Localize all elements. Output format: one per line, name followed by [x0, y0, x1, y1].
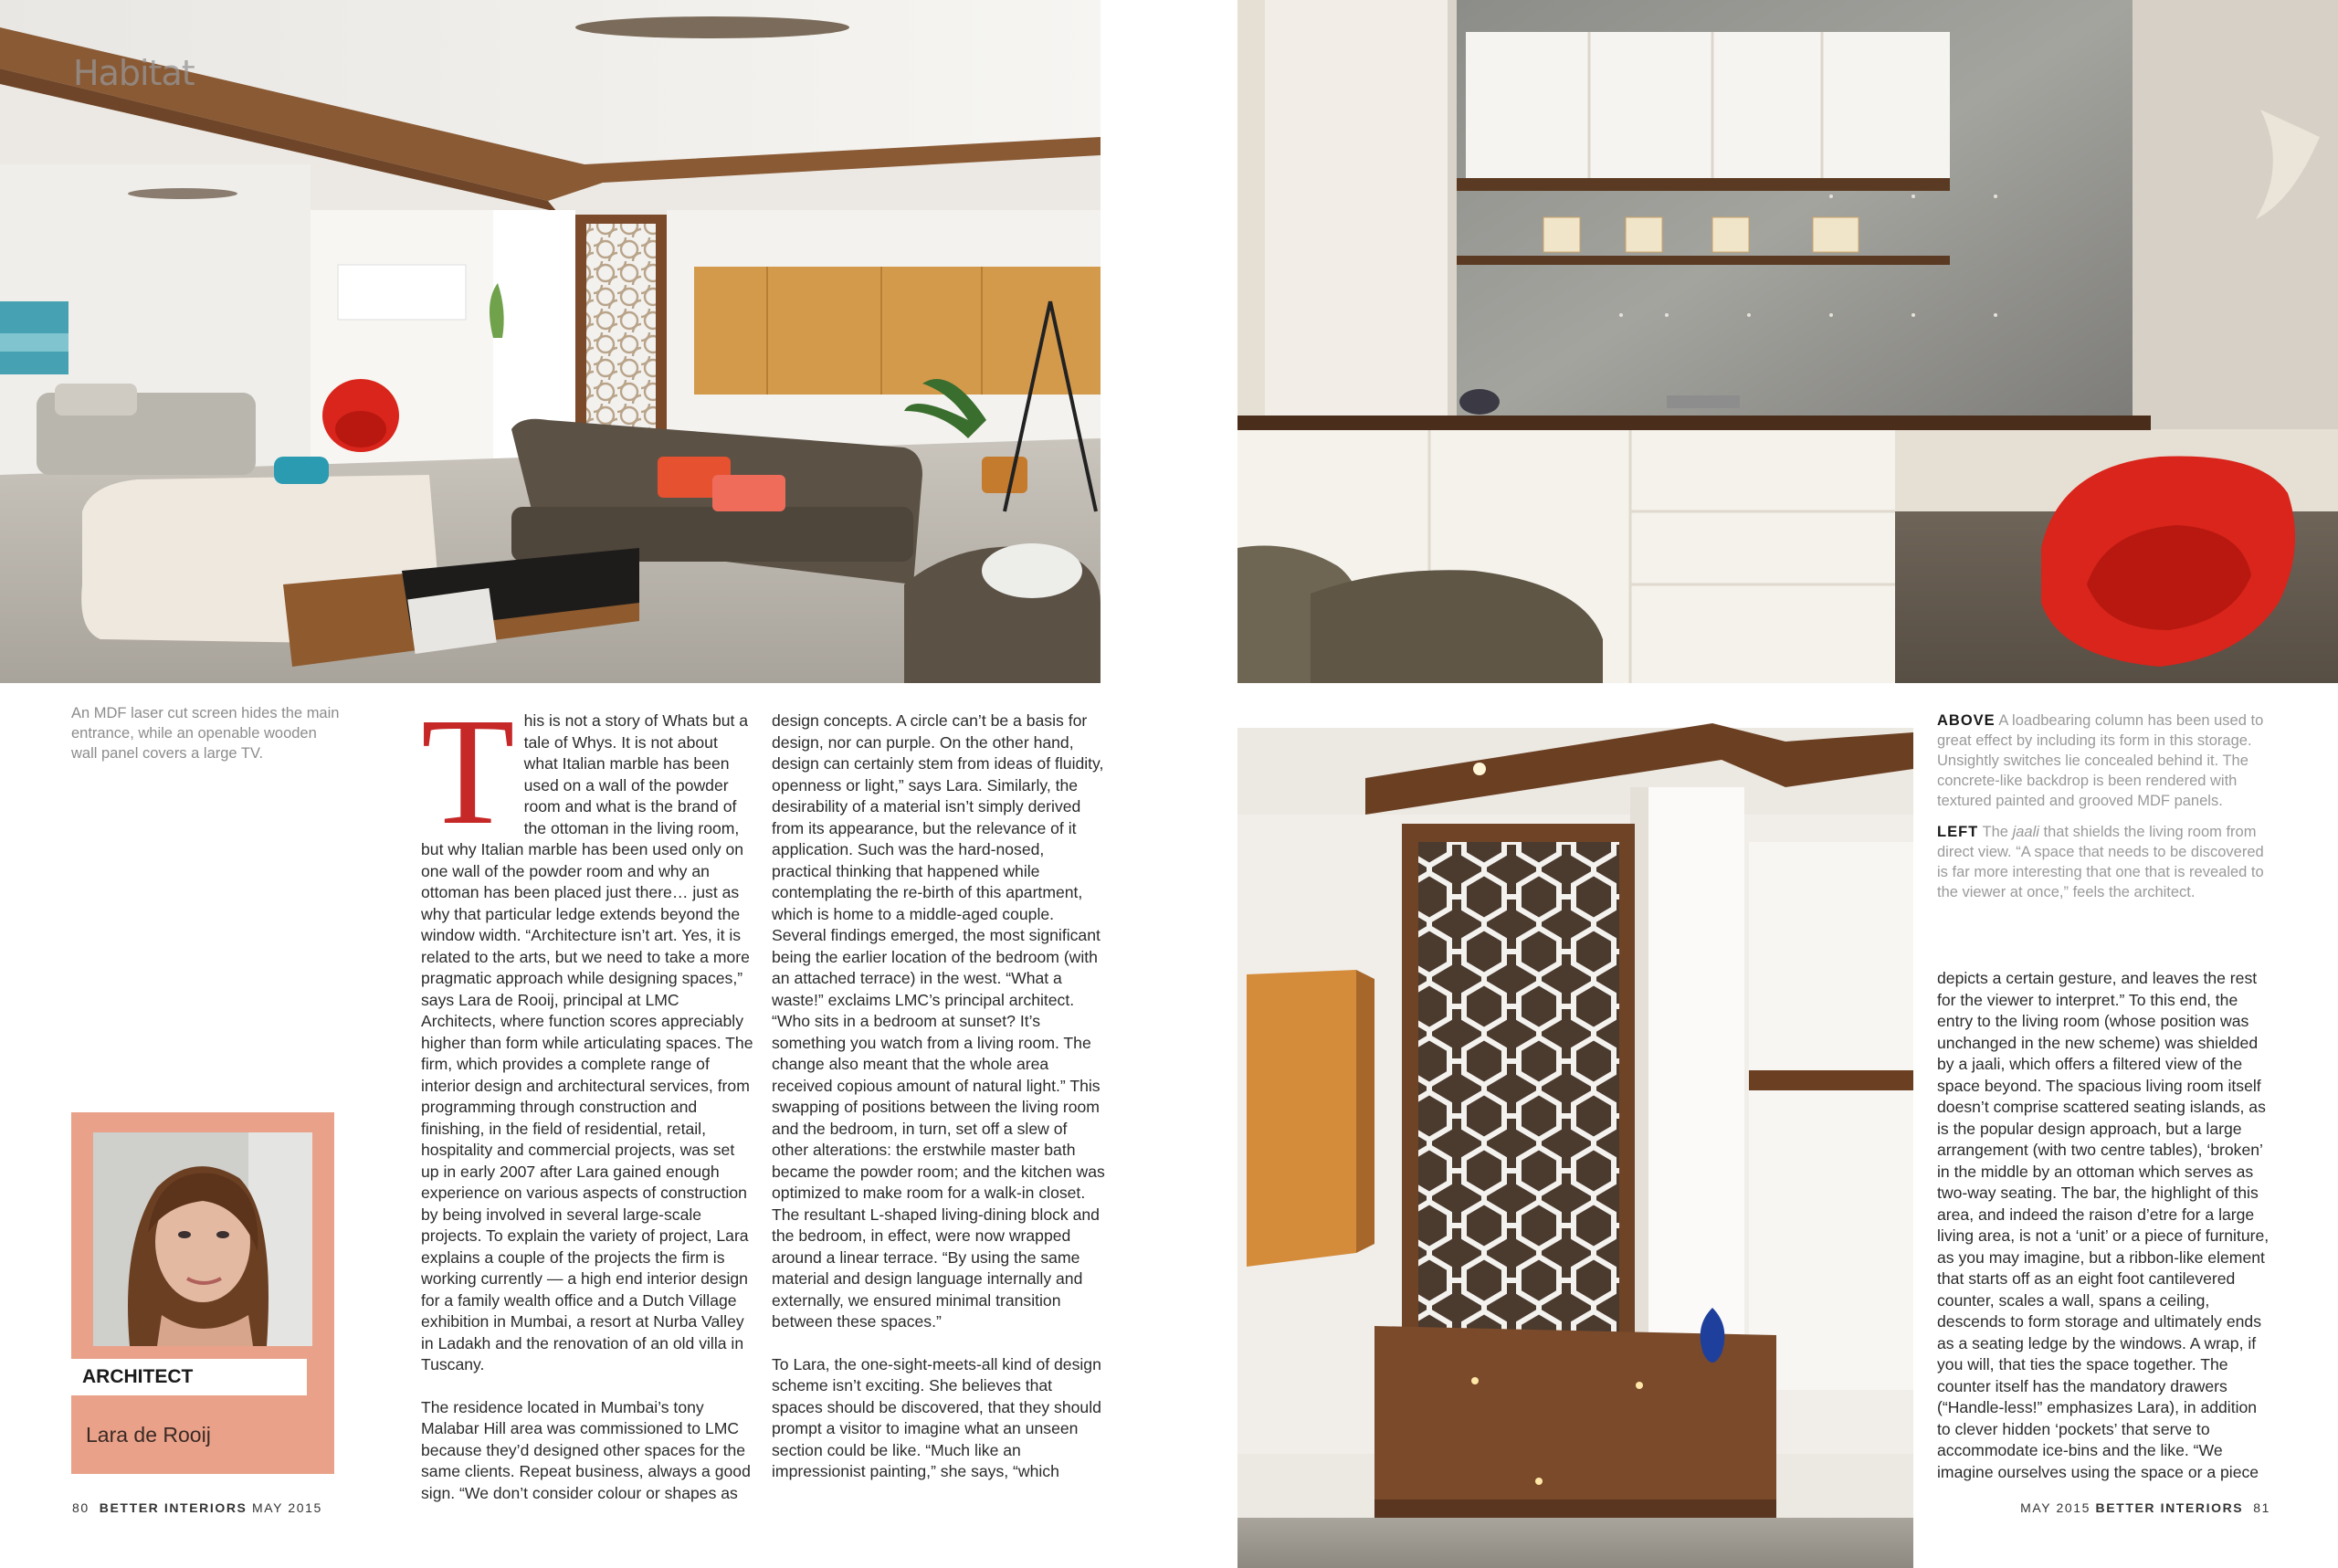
folio-left — [72, 1500, 322, 1515]
article-paragraph: design concepts. A circle can’t be a basis for design, nor can purple. On the other hand, design can certainly stem from ideas of fluidity, openness or light,” says Lara. Similarly, the desirability of a material isn’t simply derived from its appearance, but the relevance of it application. Such was the hard-nosed, practical thinking that happened while contemplating the re-birth of this apartment, which is home to a middle-aged couple. Several findings emerged, the most significant being the earlier location of the bedroom (with an attached terrace) in the west. “What a waste!” exclaims LMC’s principal architect. “Who sits in a bedroom at sunset? It’s something you watch from a living room. The change also meant that the whole area received copious amount of natural light.” This swapping of positions between the living room and the bedroom, in turn, set off a slew of other alterations: the erstwhile master bath became the powder room; and the kitchen was optimized to make room for a walk-in closet. The resultant L-shaped living-dining block and the bedroom, in effect, were now wrapped around a linear terrace. “By using the same material and design language internally and externally, we ensured minimal transition between these spaces.” — [772, 711, 1105, 1331]
article-column-1 — [421, 687, 754, 1504]
photo-caption-left: An MDF laser cut screen hides the main entrance, while an openable wooden wall panel covers a large TV. — [71, 705, 340, 762]
caption-text-left: that shields the living room from direct view. “A space that needs to be discovered is far more interesting that one that is revealed to the viewer at once,” feels the architect. — [1937, 824, 2264, 900]
architect-portrait — [93, 1132, 312, 1346]
issue-right: MAY 2015 — [2020, 1500, 2091, 1515]
architect-label-box — [71, 1359, 307, 1395]
magazine-name-right: BETTER INTERIORS — [2095, 1500, 2244, 1515]
architect-card — [71, 1112, 334, 1474]
article-paragraph: To Lara, the one-sight-meets-all kind of design scheme isn’t exciting. She believes that spaces should be discovered, that they should prompt a visitor to imagine what an unseen section could be like. “Much like an impressionist painting,” she says, “which — [772, 1354, 1101, 1480]
caption-lead-left: LEFT — [1937, 824, 1979, 840]
drop-cap: T — [421, 687, 515, 857]
jaali-screen-photo — [1237, 705, 1913, 1568]
folio-right — [2020, 1500, 2270, 1515]
page-number-left: 80 — [72, 1500, 90, 1515]
magazine-name-left: BETTER INTERIORS — [99, 1500, 247, 1515]
caption-above — [1937, 710, 2270, 811]
paragraph-text: his is not a story of Whats but a tale of Whys. It is not about what Italian marble has been used on a wall of the powder room and what is the brand of the ottoman in the living room, but why Italian marble has been used only on one wall of the powder room and why an ottoman has been placed just there… just as why that particular ledge extends beyond the window width. “Architecture isn’t art. Yes, it is related to the arts, but we need to take a more pragmatic approach while designing spaces,” says Lara de Rooij, principal at LMC Architects, where function scores appreciably higher than form while articulating spaces. The firm, which provides a complete range of interior design and architectural services, from programming through construction and finishing, in the field of residential, retail, hospitality and commercial projects, was set up in early 2007 after Lara gained enough experience on various aspects of construction by being involved in several large-scale projects. To explain the variety of project, Lara explains a couple of the projects the firm is working currently — a high end interior design for a family wealth office and a Dutch Village exhibition in Mumbai, a resort at Nurba Valley in Ladakh and the renovation of an old villa in Tuscany. — [421, 711, 753, 1373]
article-paragraph: depicts a certain gesture, and leaves the rest for the viewer to interpret.” To this end, the entry to the living room (whose position was unchanged in the new scheme) was shielded by a jaali, which offers a filtered view of the space beyond. The spacious living room itself doesn’t comprise scattered seating islands, as is the popular design approach, but a large arrangement (with two centre tables), ‘broken’ in the middle by an ottoman which serves as two-way seating. The bar, the highlight of this area, and indeed the raison d’etre for a large living area, is not a ‘unit’ or a piece of furniture, as you may imagine, but a ribbon-like element that starts off as an eight foot cantilevered counter, scales a wall, spans a ceiling, descends to form storage and ultimately ends as a seating ledge by the windows. A wrap, if you will, that ties the space together. The counter itself has the mandatory drawers (“Handle-less!” emphasizes Lara), in addition to clever hidden ‘pockets’ that serve to accommodate ice-bins and the like. “We imagine ourselves using the space or a piece — [1937, 969, 2270, 1481]
page-number-right: 81 — [2253, 1500, 2270, 1515]
issue-left: MAY 2015 — [251, 1500, 322, 1515]
section-kicker: Habitat — [73, 53, 195, 93]
article-column-3 — [1937, 968, 2270, 1483]
article-paragraph — [421, 687, 754, 1376]
architect-name: Lara de Rooij — [86, 1423, 211, 1447]
caption-left-photo — [1937, 822, 2270, 902]
architect-label: ARCHITECT — [82, 1366, 194, 1387]
caption-lead-above: ABOVE — [1937, 712, 1996, 729]
caption-text-above: A loadbearing column has been used to great effect by including its form in this storage. Unsightly switches lie concealed behind it. The concrete-like backdrop is been rendered with textured painted and grooved MDF panels. — [1937, 712, 2264, 809]
storage-column-photo — [1237, 0, 2338, 683]
photo-caption-right — [1937, 710, 2270, 913]
living-room-photo — [0, 0, 1101, 683]
caption-italic-term: jaali — [2012, 824, 2039, 840]
caption-text-left-pre: The — [1982, 824, 2008, 840]
article-column-2 — [772, 710, 1105, 1483]
article-paragraph: The residence located in Mumbai’s tony Malabar Hill area was commissioned to LMC because they’d designed other spaces for the same clients. Repeat business, always a good sign. “We don’t consider colour or shapes as — [421, 1397, 751, 1502]
